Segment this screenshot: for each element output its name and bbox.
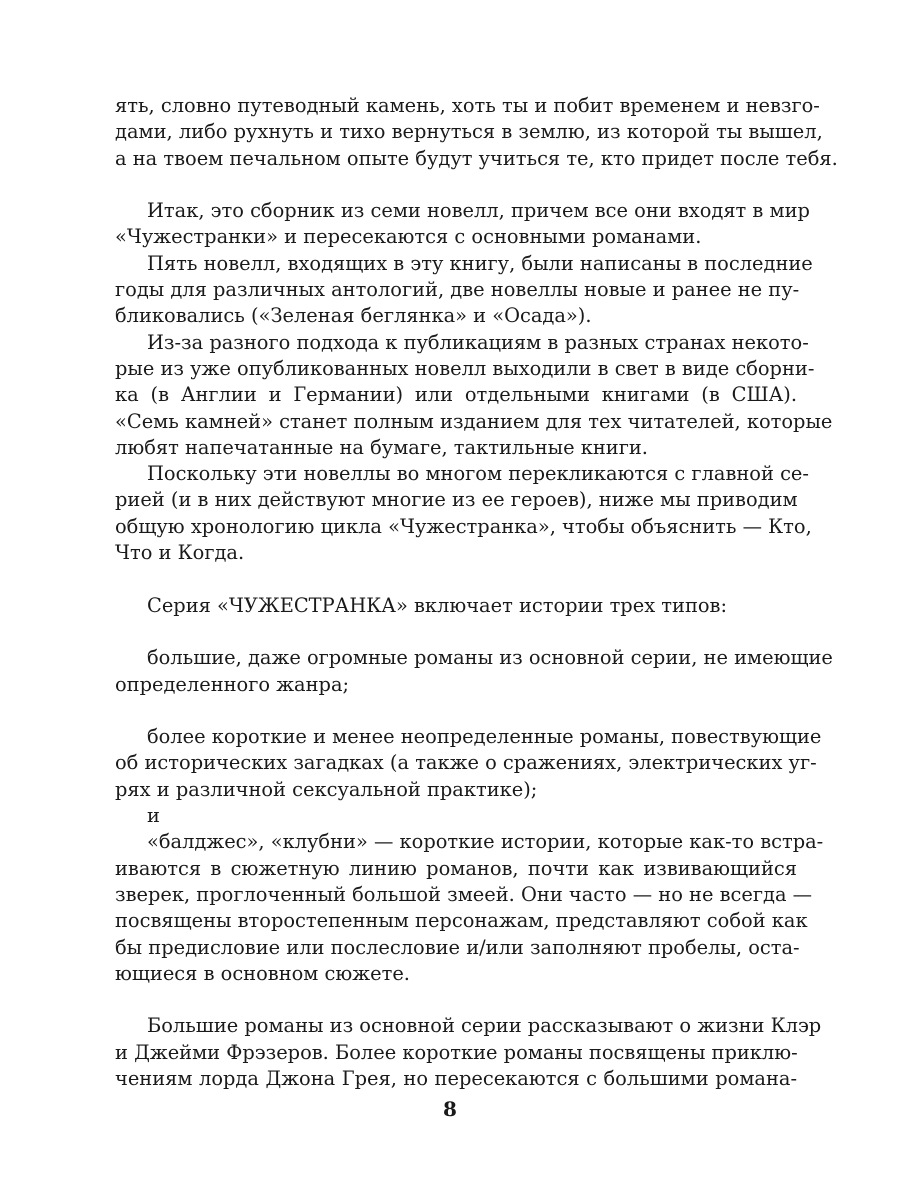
text-line: более короткие и менее неопределенные романы, повествующие	[147, 725, 822, 749]
text-line: Из-за разного подхода к публикациям в разных странах некото-	[147, 330, 809, 354]
text-line: рях и различной сексуальной практике);	[115, 777, 538, 801]
text-line: Большие романы из основной серии рассказывают о жизни Клэр	[147, 1014, 822, 1038]
text-line: ка (в Англии и Германии) или отдельными книгами (в США).	[115, 383, 797, 407]
text-line: бликовались («Зеленая беглянка» и «Осада»).	[115, 304, 592, 328]
text-line: большие, даже огромные романы из основной серии, не имеющие	[147, 646, 833, 670]
text-line: рией (и в них действуют многие из ее героев), ниже мы приводим	[115, 488, 798, 512]
text-line: Поскольку эти новеллы во многом перекликаются с главной се-	[147, 462, 809, 486]
text-line: ять, словно путеводный камень, хоть ты и побит временем и невзго-	[115, 94, 820, 117]
text-line: общую хронологию цикла «Чужестранка», чтобы объяснить — Кто,	[115, 514, 812, 538]
text-line: Серия «ЧУЖЕСТРАНКА» включает истории трех типов:	[147, 593, 727, 617]
text-line: а на твоем печальном опыте будут учиться те, кто придет после тебя.	[115, 146, 838, 170]
text-line: посвящены второстепенным персонажам, представляют собой как	[115, 909, 808, 933]
paragraph-gap	[115, 619, 797, 645]
paragraph-gap	[115, 698, 797, 724]
text-line: и	[147, 804, 160, 828]
text-line: определенного жанра;	[115, 672, 350, 696]
text-line: чениям лорда Джона Грея, но пересекаются с большими романа-	[115, 1066, 797, 1090]
paragraph-gap	[115, 987, 797, 1013]
text-line: иваются в сюжетную линию романов, почти как извивающийся	[115, 856, 797, 880]
text-line: «Чужестранки» и пересекаются с основными романами.	[115, 225, 702, 249]
text-line: об исторических загадках (а также о сражениях, электрических уг-	[115, 751, 817, 775]
text-line: любят напечатанные на бумаге, тактильные книги.	[115, 435, 648, 459]
text-line: рые из уже опубликованных новелл выходили в свет в виде сборни-	[115, 356, 815, 380]
body-text	[115, 93, 838, 1092]
text-line: бы предисловие или послесловие и/или заполняют пробелы, оста-	[115, 935, 800, 959]
text-line: зверек, проглоченный большой змеей. Они часто — но не всегда —	[115, 882, 813, 906]
text-line: ющиеся в основном сюжете.	[115, 961, 410, 985]
text-line: годы для различных антологий, две новеллы новые и ранее не пу-	[115, 278, 800, 302]
text-line: «балджес», «клубни» — короткие истории, которые как-то встра-	[147, 830, 824, 854]
paragraph-gap	[115, 172, 797, 198]
text-line: Что и Когда.	[115, 541, 245, 565]
page-number: 8	[443, 1097, 457, 1121]
paragraph-gap	[115, 566, 797, 592]
text-line: «Семь камней» станет полным изданием для тех читателей, которые	[115, 409, 833, 433]
text-line: Итак, это сборник из семи новелл, причем все они входят в мир	[147, 199, 810, 223]
text-line: Пять новелл, входящих в эту книгу, были написаны в последние	[147, 251, 813, 275]
text-line: и Джейми Фрэзеров. Более короткие романы посвящены приклю-	[115, 1040, 798, 1064]
text-line: дами, либо рухнуть и тихо вернуться в землю, из которой ты вышел,	[115, 120, 823, 144]
